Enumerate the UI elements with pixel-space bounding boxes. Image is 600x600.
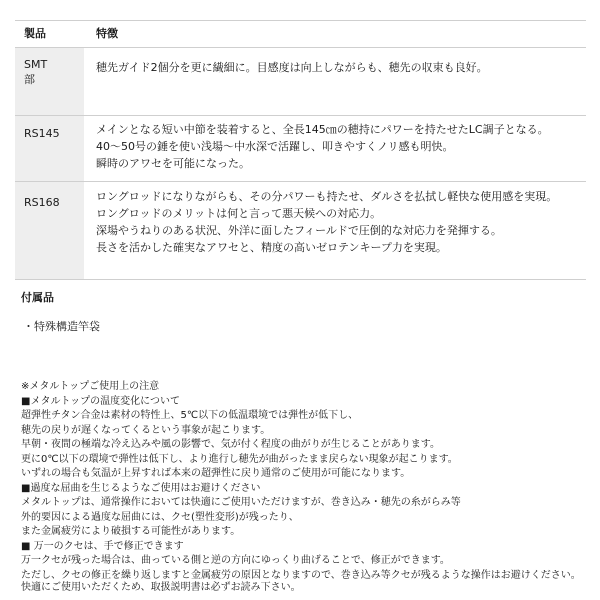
model-cell — [15, 48, 84, 116]
note-line: 穂先の戻りが遅くなってくるという事象が起こります。 — [21, 424, 271, 436]
note-line: 超弾性チタン合金は素材の特性上、5℃以下の低温環境では弾性が低下し、 — [21, 410, 359, 421]
table-row-rs168 — [15, 182, 586, 280]
note-line: 更に0℃以下の環境で弾性は低下し、より進行し穂先が曲がったまま戻らない現象が起こります。 — [21, 453, 458, 465]
feature-line: ロングロッドのメリットは何と言って悪天候への対応力。 — [96, 207, 382, 220]
note-line: ■メタルトップの温度変化について — [21, 395, 180, 407]
final-note: 快適にご使用いただくため、取扱説明書は必ずお読み下さい。 — [21, 582, 301, 593]
note-line: ただし、クセの修正を繰り返しますと金属疲労の原因となりますので、巻き込み等クセが残るような操作はお避けください。 — [21, 569, 581, 581]
feature-line: 深場やうねりのある状況、外洋に面したフィールドで圧倒的な対応力を発揮する。 — [96, 224, 502, 237]
note-line: 早朝・夜間の極端な冷え込みや風の影響で、気が付く程度の曲がりが生じることがあります。 — [21, 439, 440, 450]
accessory-item: ・特殊構造竿袋 — [23, 320, 100, 333]
header-product: 製品 — [15, 21, 84, 48]
caution-notes — [21, 380, 581, 583]
feature-line: ロングロッドになりながらも、その分パワーも持たせ、ダルさを払拭し軽快な使用感を実現。 — [96, 190, 558, 203]
model-cell — [15, 182, 84, 280]
accessories-title: 付属品 — [21, 291, 54, 304]
note-line: いずれの場合も気温が上昇すれば本来の超弾性に戻り通常のご使用が可能になります。 — [21, 468, 411, 479]
feature-cell — [84, 48, 586, 116]
table-row-smt — [15, 48, 586, 116]
model-name: SMT — [24, 58, 48, 71]
feature-line: 瞬時のアワセを可能になった。 — [96, 157, 250, 170]
note-line: ■ 万一のクセは、手で修正できます — [21, 540, 184, 552]
note-line: また金属疲労により破損する可能性があります。 — [21, 526, 241, 537]
feature-line: メインとなる短い中節を装着すると、全長145㎝の穂持にパワーを持たせたLC調子となる。 — [96, 123, 549, 136]
feature-cell — [84, 116, 586, 182]
header-feature: 特徴 — [84, 21, 586, 48]
table-header-row — [15, 21, 586, 48]
note-line: ※メタルトップご使用上の注意 — [21, 381, 160, 392]
spec-table — [15, 20, 586, 280]
feature-line: 40～50号の錘を使い浅場～中水深で活躍し、叩きやすくノリ感も明快。 — [96, 140, 454, 153]
note-line: メタルトップは、通常操作においては快適にご使用いただけますが、巻き込み・穂先の糸がらみ等 — [21, 497, 461, 508]
note-line: ■過度な屈曲を生じるようなご使用はお避けください — [21, 482, 261, 494]
feature-line: 長さを活かした確実なアワセと、精度の高いゼロテンキープ力を実現。 — [96, 241, 447, 254]
model-cell — [15, 116, 84, 182]
table-row-rs145 — [15, 116, 586, 182]
note-line: 外的要因による過度な屈曲には、クセ(塑性変形)が残ったり、 — [21, 511, 299, 523]
note-line: 万一クセが残った場合は、曲っている側と逆の方向にゆっくり曲げることで、修正ができます。 — [21, 555, 450, 566]
model-name: RS145 — [24, 127, 60, 140]
model-name: RS168 — [24, 196, 60, 209]
feature-cell — [84, 182, 586, 280]
model-name: 部 — [24, 73, 35, 86]
feature-line: 穂先ガイド2個分を更に繊細に。目感度は向上しながらも、穂先の収束も良好。 — [96, 61, 488, 74]
